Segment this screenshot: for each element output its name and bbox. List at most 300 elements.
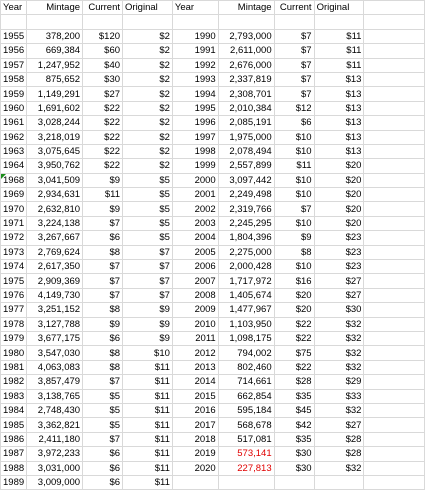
current-cell[interactable]: $35 [274, 432, 314, 446]
mintage-cell[interactable]: 3,097,442 [218, 173, 274, 187]
current-cell[interactable]: $16 [274, 274, 314, 288]
mintage-cell[interactable]: 595,184 [218, 403, 274, 417]
current-cell[interactable]: $5 [83, 389, 123, 403]
current-cell[interactable]: $120 [83, 29, 123, 43]
current-cell[interactable]: $42 [274, 418, 314, 432]
original-cell[interactable]: $7 [123, 260, 173, 274]
year-cell[interactable]: 1969 [1, 188, 27, 202]
year-cell[interactable]: 2003 [172, 216, 218, 230]
mintage-cell[interactable]: 714,661 [218, 375, 274, 389]
empty-cell[interactable] [274, 475, 314, 489]
year-cell[interactable]: 2012 [172, 346, 218, 360]
year-cell[interactable]: 1990 [172, 29, 218, 43]
original-cell[interactable]: $32 [314, 360, 364, 374]
mintage-cell[interactable]: 2,411,180 [27, 432, 83, 446]
current-cell[interactable]: $22 [274, 317, 314, 331]
year-cell[interactable]: 1995 [172, 101, 218, 115]
year-cell[interactable]: 1992 [172, 58, 218, 72]
current-cell[interactable]: $11 [83, 188, 123, 202]
empty-cell[interactable] [364, 87, 425, 101]
year-cell[interactable]: 2017 [172, 418, 218, 432]
current-cell[interactable]: $28 [274, 375, 314, 389]
year-cell[interactable]: 2016 [172, 403, 218, 417]
original-cell[interactable]: $20 [314, 216, 364, 230]
mintage-cell[interactable]: 1,103,950 [218, 317, 274, 331]
mintage-cell[interactable]: 1,405,674 [218, 288, 274, 302]
original-cell[interactable]: $2 [123, 101, 173, 115]
current-cell[interactable]: $22 [274, 360, 314, 374]
original-cell[interactable]: $2 [123, 144, 173, 158]
year-cell[interactable]: 1978 [1, 317, 27, 331]
current-cell[interactable]: $5 [83, 403, 123, 417]
year-cell[interactable]: 2014 [172, 375, 218, 389]
current-cell[interactable]: $5 [83, 418, 123, 432]
mintage-cell[interactable]: 3,028,244 [27, 116, 83, 130]
original-cell[interactable]: $2 [123, 44, 173, 58]
year-cell[interactable]: 1999 [172, 159, 218, 173]
current-cell[interactable]: $30 [274, 447, 314, 461]
empty-cell[interactable] [364, 274, 425, 288]
mintage-cell[interactable]: 227,813 [218, 461, 274, 475]
current-cell[interactable]: $7 [83, 432, 123, 446]
year-cell[interactable]: 1958 [1, 72, 27, 86]
mintage-cell[interactable]: 2,769,624 [27, 245, 83, 259]
mintage-cell[interactable]: 2,319,766 [218, 202, 274, 216]
current-cell[interactable]: $7 [83, 375, 123, 389]
original-cell[interactable]: $13 [314, 87, 364, 101]
original-cell[interactable]: $5 [123, 216, 173, 230]
empty-cell[interactable] [364, 144, 425, 158]
original-cell[interactable]: $28 [314, 447, 364, 461]
empty-cell[interactable] [364, 461, 425, 475]
year-cell[interactable]: 1961 [1, 116, 27, 130]
empty-cell[interactable] [364, 360, 425, 374]
current-cell[interactable]: $35 [274, 389, 314, 403]
mintage-cell[interactable]: 2,337,819 [218, 72, 274, 86]
current-cell[interactable]: $10 [274, 216, 314, 230]
mintage-cell[interactable]: 3,127,788 [27, 317, 83, 331]
mintage-cell[interactable]: 517,081 [218, 432, 274, 446]
current-cell[interactable]: $9 [83, 317, 123, 331]
current-cell[interactable]: $7 [274, 44, 314, 58]
mintage-cell[interactable]: 3,972,233 [27, 447, 83, 461]
year-cell[interactable]: 2018 [172, 432, 218, 446]
empty-cell[interactable] [314, 475, 364, 489]
mintage-cell[interactable]: 3,857,479 [27, 375, 83, 389]
mintage-cell[interactable]: 3,224,138 [27, 216, 83, 230]
empty-cell[interactable] [123, 15, 173, 29]
mintage-cell[interactable]: 3,251,152 [27, 303, 83, 317]
mintage-cell[interactable]: 662,854 [218, 389, 274, 403]
year-cell[interactable]: 1997 [172, 130, 218, 144]
empty-cell[interactable] [364, 288, 425, 302]
original-cell[interactable]: $13 [314, 144, 364, 158]
original-cell[interactable]: $23 [314, 245, 364, 259]
year-cell[interactable]: 1979 [1, 331, 27, 345]
empty-cell[interactable] [364, 389, 425, 403]
current-cell[interactable]: $12 [274, 101, 314, 115]
year-cell[interactable]: 2015 [172, 389, 218, 403]
original-cell[interactable]: $27 [314, 288, 364, 302]
year-header[interactable]: Year [1, 1, 27, 15]
current-cell[interactable]: $22 [83, 116, 123, 130]
mintage-cell[interactable]: 2,275,000 [218, 245, 274, 259]
current-cell[interactable]: $7 [83, 260, 123, 274]
year-cell[interactable]: 1989 [1, 475, 27, 489]
original-cell[interactable]: $5 [123, 173, 173, 187]
original-cell[interactable]: $9 [123, 331, 173, 345]
empty-cell[interactable] [364, 245, 425, 259]
empty-cell[interactable] [1, 15, 27, 29]
current-cell[interactable]: $8 [83, 346, 123, 360]
original-cell[interactable]: $7 [123, 245, 173, 259]
original-cell[interactable]: $32 [314, 403, 364, 417]
current-cell[interactable]: $7 [274, 58, 314, 72]
original-cell[interactable]: $13 [314, 101, 364, 115]
current-cell[interactable]: $27 [83, 87, 123, 101]
mintage-cell[interactable]: 2,000,428 [218, 260, 274, 274]
mintage-cell[interactable]: 4,149,730 [27, 288, 83, 302]
original-cell[interactable]: $27 [314, 418, 364, 432]
current-header[interactable]: Current [274, 1, 314, 15]
year-cell[interactable]: 1998 [172, 144, 218, 158]
mintage-cell[interactable]: 2,611,000 [218, 44, 274, 58]
current-cell[interactable]: $22 [274, 331, 314, 345]
year-cell[interactable]: 2007 [172, 274, 218, 288]
original-cell[interactable]: $5 [123, 202, 173, 216]
empty-cell[interactable] [172, 475, 218, 489]
mintage-cell[interactable]: 2,245,295 [218, 216, 274, 230]
current-cell[interactable]: $10 [274, 260, 314, 274]
mintage-cell[interactable]: 3,677,175 [27, 331, 83, 345]
empty-cell[interactable] [364, 1, 425, 15]
year-cell[interactable]: 2004 [172, 231, 218, 245]
year-cell[interactable]: 1988 [1, 461, 27, 475]
current-cell[interactable]: $20 [274, 303, 314, 317]
mintage-header[interactable]: Mintage [27, 1, 83, 15]
current-cell[interactable]: $60 [83, 44, 123, 58]
current-cell[interactable]: $6 [274, 116, 314, 130]
mintage-cell[interactable]: 1,477,967 [218, 303, 274, 317]
original-cell[interactable]: $11 [123, 389, 173, 403]
original-cell[interactable]: $2 [123, 116, 173, 130]
mintage-cell[interactable]: 2,078,494 [218, 144, 274, 158]
mintage-cell[interactable]: 802,460 [218, 360, 274, 374]
empty-cell[interactable] [274, 15, 314, 29]
original-cell[interactable]: $11 [314, 29, 364, 43]
original-cell[interactable]: $2 [123, 72, 173, 86]
mintage-header[interactable]: Mintage [218, 1, 274, 15]
mintage-cell[interactable]: 3,267,667 [27, 231, 83, 245]
current-cell[interactable]: $9 [83, 202, 123, 216]
original-cell[interactable]: $11 [314, 44, 364, 58]
mintage-cell[interactable]: 2,676,000 [218, 58, 274, 72]
mintage-cell[interactable]: 2,909,369 [27, 274, 83, 288]
original-cell[interactable]: $9 [123, 303, 173, 317]
original-cell[interactable]: $2 [123, 130, 173, 144]
year-cell[interactable]: 2019 [172, 447, 218, 461]
mintage-cell[interactable]: 794,002 [218, 346, 274, 360]
original-header[interactable]: Original [314, 1, 364, 15]
empty-cell[interactable] [364, 331, 425, 345]
year-cell[interactable]: 1971 [1, 216, 27, 230]
mintage-cell[interactable]: 2,793,000 [218, 29, 274, 43]
original-cell[interactable]: $11 [123, 360, 173, 374]
current-cell[interactable]: $22 [83, 159, 123, 173]
year-cell[interactable]: 1981 [1, 360, 27, 374]
mintage-cell[interactable]: 2,934,631 [27, 188, 83, 202]
original-cell[interactable]: $7 [123, 274, 173, 288]
year-cell[interactable]: 1973 [1, 245, 27, 259]
empty-cell[interactable] [364, 216, 425, 230]
empty-cell[interactable] [364, 260, 425, 274]
current-cell[interactable]: $7 [274, 72, 314, 86]
year-cell[interactable]: 1984 [1, 403, 27, 417]
empty-cell[interactable] [218, 475, 274, 489]
year-header[interactable]: Year [172, 1, 218, 15]
mintage-cell[interactable]: 3,041,509 [27, 173, 83, 187]
mintage-cell[interactable]: 3,031,000 [27, 461, 83, 475]
current-cell[interactable]: $7 [274, 29, 314, 43]
year-cell[interactable]: 1977 [1, 303, 27, 317]
current-cell[interactable]: $22 [83, 144, 123, 158]
mintage-cell[interactable]: 3,075,645 [27, 144, 83, 158]
current-cell[interactable]: $9 [83, 173, 123, 187]
empty-cell[interactable] [364, 403, 425, 417]
original-cell[interactable]: $30 [314, 303, 364, 317]
year-cell[interactable]: 1986 [1, 432, 27, 446]
original-cell[interactable]: $27 [314, 274, 364, 288]
mintage-cell[interactable]: 2,617,350 [27, 260, 83, 274]
empty-cell[interactable] [314, 15, 364, 29]
year-cell[interactable]: 1963 [1, 144, 27, 158]
mintage-cell[interactable]: 2,249,498 [218, 188, 274, 202]
empty-cell[interactable] [172, 15, 218, 29]
year-cell[interactable]: 1959 [1, 87, 27, 101]
current-cell[interactable]: $75 [274, 346, 314, 360]
original-cell[interactable]: $11 [123, 432, 173, 446]
year-cell[interactable]: 2020 [172, 461, 218, 475]
mintage-cell[interactable]: 3,950,762 [27, 159, 83, 173]
current-cell[interactable]: $6 [83, 461, 123, 475]
current-cell[interactable]: $8 [83, 303, 123, 317]
original-cell[interactable]: $11 [123, 418, 173, 432]
original-cell[interactable]: $11 [123, 461, 173, 475]
year-cell[interactable]: 1976 [1, 288, 27, 302]
empty-cell[interactable] [364, 231, 425, 245]
original-cell[interactable]: $11 [314, 58, 364, 72]
year-cell[interactable]: 1975 [1, 274, 27, 288]
empty-cell[interactable] [364, 116, 425, 130]
current-cell[interactable]: $6 [83, 475, 123, 489]
current-cell[interactable]: $8 [83, 245, 123, 259]
year-cell[interactable]: 1996 [172, 116, 218, 130]
mintage-cell[interactable]: 1,149,291 [27, 87, 83, 101]
year-cell[interactable]: 2008 [172, 288, 218, 302]
year-cell[interactable]: 1994 [172, 87, 218, 101]
original-cell[interactable]: $13 [314, 72, 364, 86]
mintage-cell[interactable]: 3,547,030 [27, 346, 83, 360]
year-cell[interactable]: 1970 [1, 202, 27, 216]
original-cell[interactable]: $20 [314, 188, 364, 202]
original-cell[interactable]: $2 [123, 87, 173, 101]
mintage-cell[interactable]: 2,748,430 [27, 403, 83, 417]
empty-cell[interactable] [364, 303, 425, 317]
original-cell[interactable]: $2 [123, 29, 173, 43]
year-cell[interactable]: 2006 [172, 260, 218, 274]
year-cell[interactable]: 1957 [1, 58, 27, 72]
original-cell[interactable]: $2 [123, 159, 173, 173]
current-cell[interactable]: $8 [274, 245, 314, 259]
empty-cell[interactable] [364, 202, 425, 216]
empty-cell[interactable] [364, 375, 425, 389]
year-cell[interactable]: 2002 [172, 202, 218, 216]
year-cell[interactable]: 2005 [172, 245, 218, 259]
original-cell[interactable]: $11 [123, 375, 173, 389]
current-cell[interactable]: $30 [274, 461, 314, 475]
original-cell[interactable]: $28 [314, 432, 364, 446]
original-cell[interactable]: $32 [314, 317, 364, 331]
mintage-cell[interactable]: 2,632,810 [27, 202, 83, 216]
current-cell[interactable]: $10 [274, 144, 314, 158]
empty-cell[interactable] [364, 432, 425, 446]
year-cell[interactable]: 2001 [172, 188, 218, 202]
original-cell[interactable]: $32 [314, 331, 364, 345]
original-cell[interactable]: $11 [123, 403, 173, 417]
mintage-cell[interactable]: 1,975,000 [218, 130, 274, 144]
year-cell[interactable]: 1993 [172, 72, 218, 86]
original-cell[interactable]: $13 [314, 116, 364, 130]
empty-cell[interactable] [364, 72, 425, 86]
year-cell[interactable]: 1985 [1, 418, 27, 432]
current-cell[interactable]: $6 [83, 231, 123, 245]
year-cell[interactable]: 2009 [172, 303, 218, 317]
mintage-cell[interactable]: 1,804,396 [218, 231, 274, 245]
mintage-cell[interactable]: 1,691,602 [27, 101, 83, 115]
year-cell[interactable]: 1960 [1, 101, 27, 115]
original-cell[interactable]: $23 [314, 260, 364, 274]
original-cell[interactable]: $5 [123, 188, 173, 202]
original-cell[interactable]: $20 [314, 159, 364, 173]
empty-cell[interactable] [27, 15, 83, 29]
empty-cell[interactable] [364, 346, 425, 360]
mintage-cell[interactable]: 3,009,000 [27, 475, 83, 489]
original-cell[interactable]: $9 [123, 317, 173, 331]
original-cell[interactable]: $11 [123, 447, 173, 461]
year-cell[interactable]: 1972 [1, 231, 27, 245]
original-cell[interactable]: $13 [314, 130, 364, 144]
year-cell[interactable]: 1982 [1, 375, 27, 389]
current-cell[interactable]: $20 [274, 288, 314, 302]
original-cell[interactable]: $7 [123, 288, 173, 302]
year-cell[interactable]: 1980 [1, 346, 27, 360]
empty-cell[interactable] [364, 317, 425, 331]
original-cell[interactable]: $23 [314, 231, 364, 245]
original-cell[interactable]: $33 [314, 389, 364, 403]
original-cell[interactable]: $32 [314, 346, 364, 360]
original-cell[interactable]: $11 [123, 475, 173, 489]
original-cell[interactable]: $10 [123, 346, 173, 360]
current-cell[interactable]: $7 [274, 202, 314, 216]
current-cell[interactable]: $7 [83, 274, 123, 288]
empty-cell[interactable] [364, 29, 425, 43]
empty-cell[interactable] [364, 15, 425, 29]
year-cell[interactable]: 1964 [1, 159, 27, 173]
current-cell[interactable]: $40 [83, 58, 123, 72]
mintage-cell[interactable]: 669,384 [27, 44, 83, 58]
year-cell[interactable]: 1968 [1, 173, 27, 187]
original-cell[interactable]: $29 [314, 375, 364, 389]
mintage-cell[interactable]: 378,200 [27, 29, 83, 43]
current-cell[interactable]: $7 [83, 288, 123, 302]
mintage-cell[interactable]: 1,098,175 [218, 331, 274, 345]
year-cell[interactable]: 1987 [1, 447, 27, 461]
original-cell[interactable]: $5 [123, 231, 173, 245]
mintage-cell[interactable]: 1,247,952 [27, 58, 83, 72]
empty-cell[interactable] [364, 418, 425, 432]
mintage-cell[interactable]: 2,308,701 [218, 87, 274, 101]
original-cell[interactable]: $20 [314, 173, 364, 187]
mintage-cell[interactable]: 3,138,765 [27, 389, 83, 403]
current-cell[interactable]: $10 [274, 188, 314, 202]
mintage-cell[interactable]: 875,652 [27, 72, 83, 86]
year-cell[interactable]: 2000 [172, 173, 218, 187]
empty-cell[interactable] [364, 130, 425, 144]
empty-cell[interactable] [364, 101, 425, 115]
year-cell[interactable]: 1956 [1, 44, 27, 58]
mintage-cell[interactable]: 3,218,019 [27, 130, 83, 144]
original-cell[interactable]: $20 [314, 202, 364, 216]
original-header[interactable]: Original [123, 1, 173, 15]
empty-cell[interactable] [364, 44, 425, 58]
mintage-cell[interactable]: 1,717,972 [218, 274, 274, 288]
year-cell[interactable]: 1991 [172, 44, 218, 58]
mintage-cell[interactable]: 4,063,083 [27, 360, 83, 374]
current-cell[interactable]: $10 [274, 173, 314, 187]
current-cell[interactable]: $45 [274, 403, 314, 417]
mintage-cell[interactable]: 2,010,384 [218, 101, 274, 115]
year-cell[interactable]: 1962 [1, 130, 27, 144]
original-cell[interactable]: $2 [123, 58, 173, 72]
mintage-cell[interactable]: 568,678 [218, 418, 274, 432]
current-cell[interactable]: $7 [83, 216, 123, 230]
empty-cell[interactable] [364, 173, 425, 187]
year-cell[interactable]: 2010 [172, 317, 218, 331]
mintage-cell[interactable]: 3,362,821 [27, 418, 83, 432]
original-cell[interactable]: $32 [314, 461, 364, 475]
current-cell[interactable]: $22 [83, 130, 123, 144]
empty-cell[interactable] [364, 188, 425, 202]
current-cell[interactable]: $9 [274, 231, 314, 245]
year-cell[interactable]: 1955 [1, 29, 27, 43]
current-cell[interactable]: $22 [83, 101, 123, 115]
empty-cell[interactable] [218, 15, 274, 29]
year-cell[interactable]: 1983 [1, 389, 27, 403]
year-cell[interactable]: 1974 [1, 260, 27, 274]
empty-cell[interactable] [83, 15, 123, 29]
current-cell[interactable]: $30 [83, 72, 123, 86]
current-cell[interactable]: $11 [274, 159, 314, 173]
empty-cell[interactable] [364, 159, 425, 173]
empty-cell[interactable] [364, 58, 425, 72]
current-header[interactable]: Current [83, 1, 123, 15]
current-cell[interactable]: $6 [83, 447, 123, 461]
current-cell[interactable]: $7 [274, 87, 314, 101]
empty-cell[interactable] [364, 475, 425, 489]
year-cell[interactable]: 2013 [172, 360, 218, 374]
year-cell[interactable]: 2011 [172, 331, 218, 345]
current-cell[interactable]: $6 [83, 331, 123, 345]
